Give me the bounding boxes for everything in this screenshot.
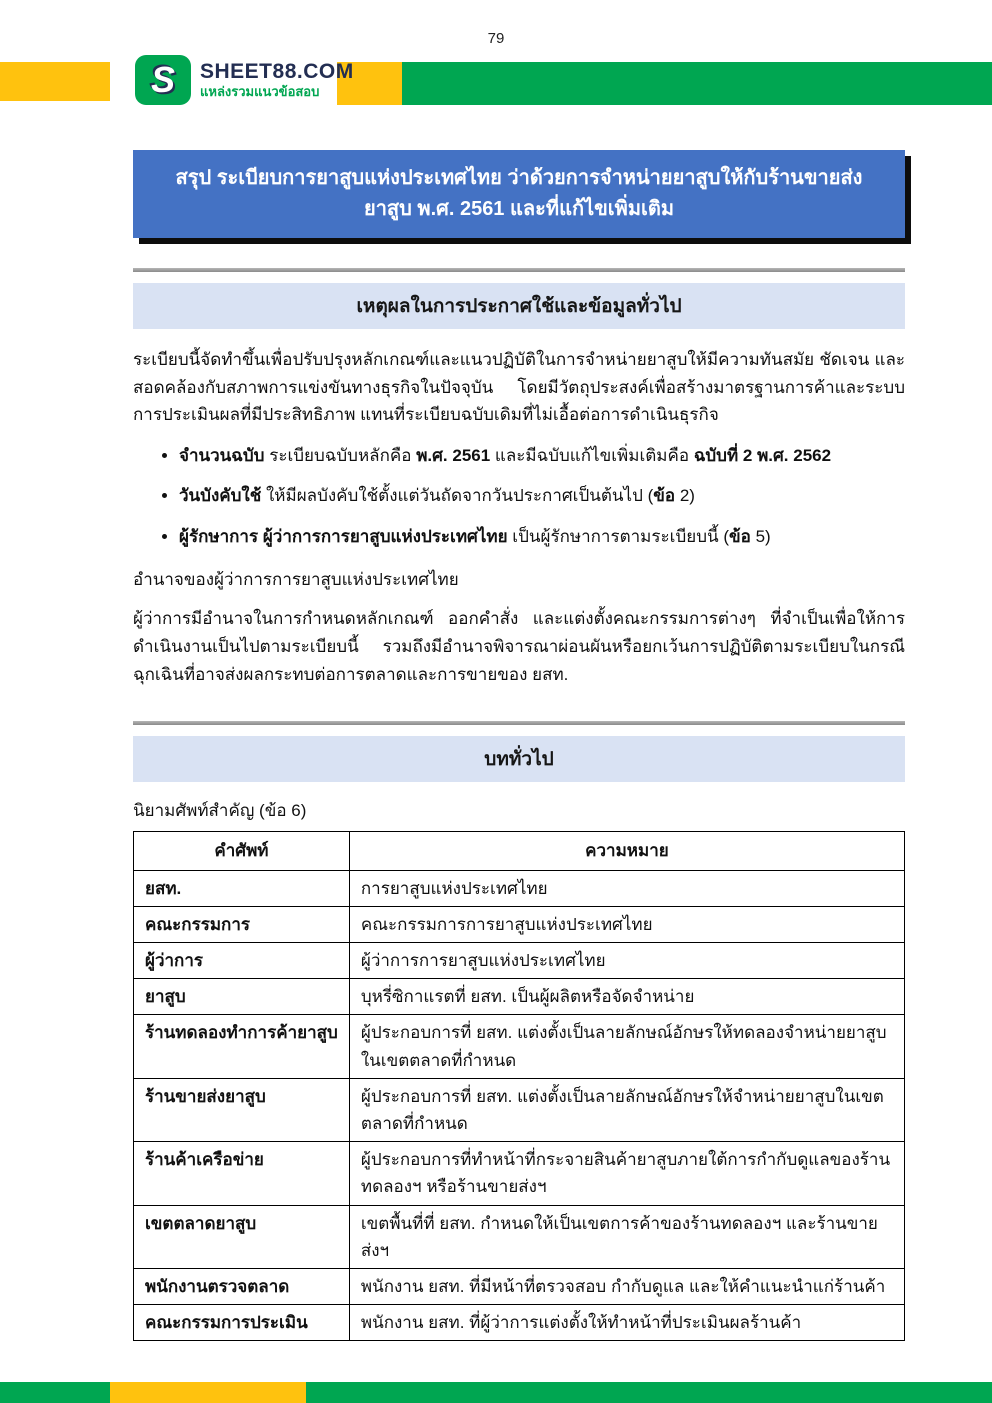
intro-paragraph: ระเบียบนี้จัดทำขึ้นเพื่อปรับปรุงหลักเกณฑ์และแนวปฏิบัติในการจำหน่ายยาสูบให้มีความทันสมัย ชัดเจน และสอดคล้องกับสภาพการแข่งขันทางธุรกิจในปัจจุบัน โดยมีวัตถุประสงค์เพื่อสร้างมาตรฐานการค้าและระบบการประเมินผลที่มีประสิทธิภาพ แทนที่ระเบียบฉบับเดิมที่ไม่เอื้อต่อการดำเนินธุรกิจ — [133, 350, 905, 425]
section-divider-2 — [133, 721, 905, 725]
definition-cell: เขตพื้นที่ที่ ยสท. กำหนดให้เป็นเขตการค้าของร้านทดลองฯ และร้านขายส่งฯ — [349, 1205, 904, 1268]
term-cell: พนักงานตรวจตลาด — [134, 1268, 350, 1304]
term-cell: ยสท. — [134, 870, 350, 906]
logo-text-block — [200, 60, 354, 99]
definition-cell: ผู้ประกอบการที่ ยสท. แต่งตั้งเป็นลายลักษณ์อักษรให้ทดลองจำหน่ายยาสูบในเขตตลาดที่กำหนด — [349, 1015, 904, 1078]
sheet88-logo-icon: S — [135, 55, 191, 105]
glossary-label: นิยามศัพท์สำคัญ (ข้อ 6) — [133, 801, 307, 821]
definition-cell: ผู้ประกอบการที่ ยสท. แต่งตั้งเป็นลายลักษณ์อักษรให้จำหน่ายยาสูบในเขตตลาดที่กำหนด — [349, 1078, 904, 1141]
title-line-2: ยาสูบ พ.ศ. 2561 และที่แก้ไขเพิ่มเติม — [363, 198, 675, 220]
authority-heading: อำนาจของผู้ว่าการการยาสูบแห่งประเทศไทย — [133, 570, 459, 590]
bullet-item: • จำนวนฉบับ ระเบียบฉบับหลักคือ พ.ศ. 2561 และมีฉบับแก้ไขเพิ่มเติมคือ ฉบับที่ 2 พ.ศ. 2562 — [179, 443, 905, 469]
table-row — [134, 870, 905, 906]
bullet-item: • วันบังคับใช้ ให้มีผลบังคับใช้ตั้งแต่วันถัดจากวันประกาศเป็นต้นไป (ข้อ 2) — [179, 483, 905, 509]
definition-cell: คณะกรรมการการยาสูบแห่งประเทศไทย — [349, 906, 904, 942]
term-cell: คณะกรรมการประเมิน — [134, 1305, 350, 1341]
term-cell: ร้านขายส่งยาสูบ — [134, 1078, 350, 1141]
section-header-reasons: เหตุผลในการประกาศใช้และข้อมูลทั่วไป — [133, 283, 905, 329]
section-divider — [133, 268, 905, 272]
column-header-term: คำศัพท์ — [134, 832, 350, 870]
term-cell: เขตตลาดยาสูบ — [134, 1205, 350, 1268]
header-left-yellow-bar — [0, 62, 110, 101]
definition-cell: การยาสูบแห่งประเทศไทย — [349, 870, 904, 906]
definition-cell: พนักงาน ยสท. ที่ผู้ว่าการแต่งตั้งให้ทำหน้าที่ประเมินผลร้านค้า — [349, 1305, 904, 1341]
term-cell: ร้านค้าเครือข่าย — [134, 1142, 350, 1205]
content-column — [133, 150, 905, 1341]
term-cell: ร้านทดลองทำการค้ายาสูบ — [134, 1015, 350, 1078]
table-row — [134, 979, 905, 1015]
glossary-table — [133, 831, 905, 1341]
definition-cell: ผู้ประกอบการที่ทำหน้าที่กระจายสินค้ายาสูบภายใต้การกำกับดูแลของร้านทดลองฯ หรือร้านขายส่งฯ — [349, 1142, 904, 1205]
table-row — [134, 906, 905, 942]
brand-name: SHEET88.COM — [200, 60, 354, 84]
column-header-meaning: ความหมาย — [349, 832, 904, 870]
table-row — [134, 1305, 905, 1341]
table-row — [134, 1205, 905, 1268]
term-cell: คณะกรรมการ — [134, 906, 350, 942]
footer-yellow-bar — [110, 1382, 306, 1403]
brand-tagline: แหล่งรวมแนวข้อสอบ — [200, 84, 320, 100]
table-row — [134, 1078, 905, 1141]
glossary-table-body — [134, 870, 905, 1341]
bullet-item: • ผู้รักษาการ ผู้ว่าการการยาสูบแห่งประเทศไทย เป็นผู้รักษาการตามระเบียบนี้ (ข้อ 5) — [179, 524, 905, 550]
table-row — [134, 943, 905, 979]
term-cell: ยาสูบ — [134, 979, 350, 1015]
table-row — [134, 1268, 905, 1304]
table-header-row — [134, 832, 905, 870]
definition-cell: พนักงาน ยสท. ที่มีหน้าที่ตรวจสอบ กำกับดูแล และให้คำแนะนำแก่ร้านค้า — [349, 1268, 904, 1304]
sheet88-logo — [135, 55, 354, 105]
section-header-general: บททั่วไป — [133, 736, 905, 782]
definition-cell: ผู้ว่าการการยาสูบแห่งประเทศไทย — [349, 943, 904, 979]
page-number: 79 — [487, 30, 505, 47]
title-line-1: สรุป ระเบียบการยาสูบแห่งประเทศไทย ว่าด้วยการจำหน่ายยาสูบให้กับร้านขายส่ง — [175, 167, 863, 189]
table-row — [134, 1142, 905, 1205]
key-points-list — [179, 443, 905, 550]
document-title — [133, 150, 905, 238]
header-green-bar — [402, 62, 992, 105]
authority-paragraph: ผู้ว่าการมีอำนาจในการกำหนดหลักเกณฑ์ ออกคำสั่ง และแต่งตั้งคณะกรรมการต่างๆ ที่จำเป็นเพื่อให้การดำเนินงานเป็นไปตามระเบียบนี้ รวมถึงมีอำนาจพิจารณาผ่อนผันหรือยกเว้นการปฏิบัติตามระเบียบในกรณีฉุกเฉินที่อาจส่งผลกระทบต่อการตลาดและการขายของ ยสท. — [133, 609, 905, 684]
term-cell: ผู้ว่าการ — [134, 943, 350, 979]
table-row — [134, 1015, 905, 1078]
definition-cell: บุหรี่ซิกาแรตที่ ยสท. เป็นผู้ผลิตหรือจัดจำหน่าย — [349, 979, 904, 1015]
